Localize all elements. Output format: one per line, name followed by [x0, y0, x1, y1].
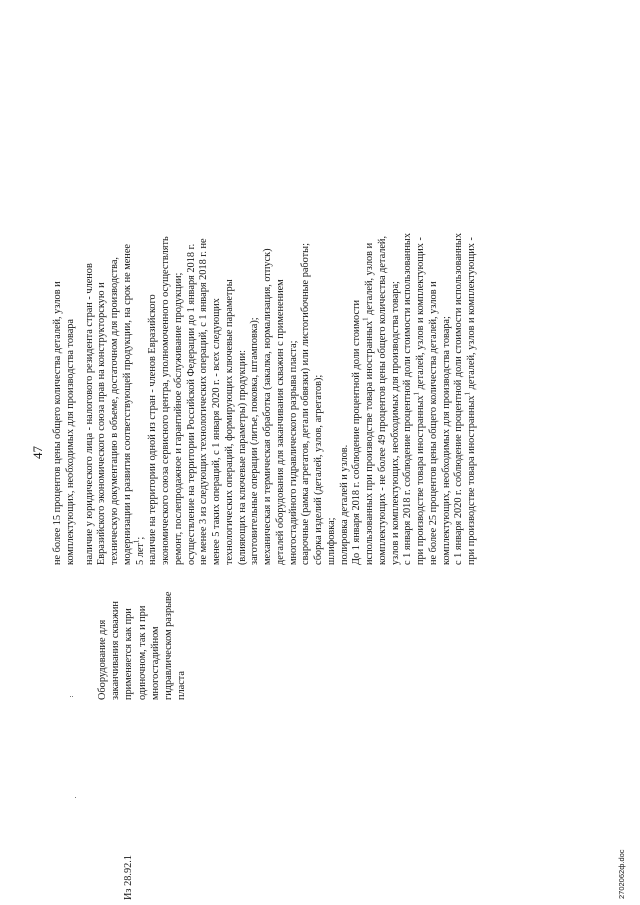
- conditions-line: комплектующих, необходимых для производства товара;: [440, 316, 452, 565]
- conditions-line: механическая и термическая обработка (закалка, нормализация, отпуск): [262, 248, 273, 565]
- conditions-line: техническую документацию в объеме, достаточном для производства,: [109, 256, 120, 565]
- conditions-line: менее 5 таких операций, с 1 января 2020 г. - всех следующих: [211, 298, 222, 565]
- conditions-line: с 1 января 2018 г. соблюдение процентной доли стоимости использованных: [402, 233, 414, 565]
- description-line: многостадийном: [149, 626, 161, 700]
- conditions-line: экономического союза сервисного центра, уполномоченного осуществлять: [160, 236, 171, 565]
- description-line: заканчивания скважин: [110, 601, 122, 700]
- conditions-line: многостадийного гидравлического разрыва пласта;: [287, 340, 299, 565]
- conditions-line: не более 25 процентов цены общего количества деталей, узлов и: [427, 281, 439, 565]
- conditions-line: комплектующих, необходимых для производства товара: [64, 319, 76, 565]
- conditions-line: деталей оборудования для заканчивания скважин с применением: [274, 279, 286, 565]
- file-reference: 2702062ф.doc: [617, 849, 626, 899]
- description-line: применяется как при: [123, 608, 135, 700]
- scan-speck: [75, 797, 76, 798]
- conditions-line: технологических операций, формирующих ключевые параметры: [223, 279, 235, 565]
- conditions-line: не менее 3 из следующих технологических операций, с 1 января 2018 г. не: [198, 238, 210, 565]
- conditions-line: (влияющих на ключевые параметры) продукции:: [236, 349, 248, 565]
- conditions-line: комплектующих - не более 49 процентов цены общего количества деталей,: [376, 235, 388, 565]
- footnote-marker: 1: [132, 539, 141, 544]
- conditions-line: с 1 января 2020 г. соблюдение процентной доли стоимости использованных: [453, 233, 465, 565]
- conditions-line: при производстве товара иностранных$^1$ деталей, узлов и комплектующих -: [463, 237, 477, 565]
- conditions-line: До 1 января 2018 г. соблюдение процентной доли стоимости: [351, 299, 363, 565]
- conditions-line: наличие на территории одной из стран - членов Евразийского: [147, 294, 159, 565]
- scan-speck: [70, 696, 71, 697]
- conditions-line: заготовительные операции (литье, поковка, штамповка);: [249, 317, 261, 565]
- description-line: пласта: [176, 671, 188, 700]
- code-cell: Из 28.92.1: [123, 855, 134, 900]
- scan-speck: [72, 696, 73, 697]
- description-line: одиночном, так и при: [136, 605, 148, 700]
- term-text: 5 лет: [134, 543, 146, 565]
- conditions-line: шлифовка;: [325, 517, 337, 565]
- product-description-cell: [96, 550, 188, 700]
- conditions-line: Евразийского экономического союза прав на конструкторскую и: [96, 282, 108, 565]
- description-line: гидравлическом разрыве: [163, 591, 175, 700]
- conditions-line: 5 лет$^1$;: [132, 536, 146, 565]
- conditions-line: не более 15 процентов цены общего количества деталей, узлов и: [52, 281, 63, 565]
- conditions-line: модернизации и развития соответствующей продукции, на срок не менее: [121, 244, 133, 565]
- conditions-line: при производстве товара иностранных$^1$ деталей, узлов и комплектующих -: [412, 237, 426, 565]
- conditions-line: узлов и комплектующих, необходимых для производства товара;: [389, 281, 401, 565]
- conditions-line: сборка изделий (деталей, узлов, агрегатов);: [313, 374, 324, 565]
- conditions-line: полировка деталей и узлов.: [338, 444, 350, 565]
- conditions-line: осуществление на территории Российской Федерации до 1 января 2018 г.: [185, 243, 197, 565]
- conditions-line: сварочные (рамка агрегатов, детали обвязки) или листогибочные работы;: [300, 243, 312, 565]
- description-line: Оборудование для: [97, 619, 108, 700]
- conditions-cell: [52, 10, 479, 565]
- conditions-line: наличие у юридического лица - налогового резидента стран - членов: [83, 263, 95, 565]
- conditions-line: использованных при производстве товара иностранных$^1$ деталей, узлов и: [361, 242, 375, 565]
- page-number: 47: [30, 446, 45, 459]
- conditions-line: ремонт, послепродажное и гарантийное обслуживание продукции;: [172, 272, 184, 565]
